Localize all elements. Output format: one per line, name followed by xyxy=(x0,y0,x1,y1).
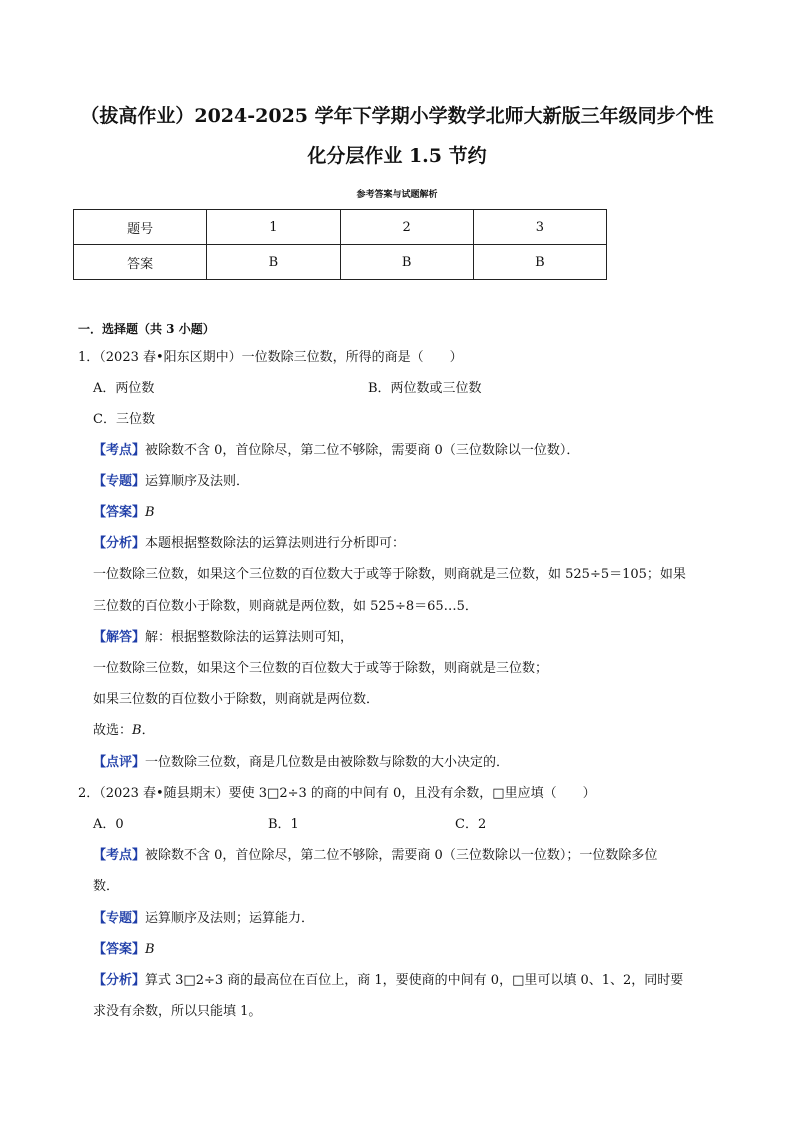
final-choice-answer: B xyxy=(132,723,142,738)
question-1-kaodian xyxy=(93,442,579,460)
question-2-kaodian-line-2: 数． xyxy=(93,879,120,894)
question-1-jieda-line-3: 如果三位数的百位数小于除数，则商就是两位数． xyxy=(93,692,380,707)
table-cell: B xyxy=(473,245,606,280)
question-1-jieda-line-2: 一位数除三位数，如果这个三位数的百位数大于或等于除数，则商就是三位数； xyxy=(93,661,549,676)
fenxi-tag: 【分析】 xyxy=(93,536,146,551)
question-2-daan xyxy=(93,941,155,959)
question-1-stem: 1．（2023 春•阳东区期中）一位数除三位数，所得的商是（ ） xyxy=(78,350,463,365)
document-subtitle: 参考答案与试题解析 xyxy=(356,190,438,200)
table-cell: 1 xyxy=(207,210,340,245)
question-1-option-c: C．三位数 xyxy=(93,412,155,427)
question-1-fenxi-line-3: 三位数的百位数小于除数，则商就是两位数，如 525÷8＝65…5． xyxy=(93,599,478,614)
table-cell: 2 xyxy=(340,210,473,245)
daan-text: B xyxy=(145,505,155,520)
question-2-stem: 2．（2023 春•随县期末）要使 3□2÷3 的商的中间有 0，且没有余数，□里应填（ ） xyxy=(78,786,596,801)
answer-table xyxy=(73,209,607,280)
table-cell: 3 xyxy=(473,210,606,245)
question-1-dianping xyxy=(93,754,509,772)
fenxi-text: 本题根据整数除法的运算法则进行分析即可： xyxy=(145,536,406,551)
table-cell: B xyxy=(340,245,473,280)
question-2-option-b: B．1 xyxy=(268,817,299,832)
question-1-fenxi xyxy=(93,535,405,553)
dianping-text: 一位数除三位数，商是几位数是由被除数与除数的大小决定的． xyxy=(145,755,510,770)
kaodian-tag: 【考点】 xyxy=(93,443,146,458)
question-2-kaodian xyxy=(93,847,657,865)
daan-text: B xyxy=(145,942,155,957)
question-1-option-a: A．两位数 xyxy=(93,381,155,396)
question-1-fenxi-line-2: 一位数除三位数，如果这个三位数的百位数大于或等于除数，则商就是三位数，如 525÷5＝105；如果 xyxy=(93,567,686,582)
fenxi-text: 算式 3□2÷3 商的最高位在百位上，商 1，要使商的中间有 0，□里可以填 0、1、2，同时要 xyxy=(145,973,684,988)
daan-tag: 【答案】 xyxy=(93,505,146,520)
jieda-tag: 【解答】 xyxy=(93,630,146,645)
kaodian-text: 被除数不含 0，首位除尽，第二位不够除，需要商 0（三位数除以一位数）． xyxy=(145,443,580,458)
question-2-zhuanti xyxy=(93,910,314,928)
section-heading: 一．选择题（共 3 小题） xyxy=(78,322,215,336)
fenxi-tag: 【分析】 xyxy=(93,973,146,988)
dianping-tag: 【点评】 xyxy=(93,755,146,770)
final-choice-suffix: ． xyxy=(141,723,155,738)
final-choice-prefix: 故选： xyxy=(93,723,133,738)
zhuanti-text: 运算顺序及法则；运算能力． xyxy=(145,911,315,926)
question-2-fenxi-line-2: 求没有余数，所以只能填 1。 xyxy=(93,1004,262,1019)
table-cell: 题号 xyxy=(74,210,207,245)
question-1-zhuanti xyxy=(93,473,249,491)
question-1-jieda xyxy=(93,629,353,647)
jieda-text: 解：根据整数除法的运算法则可知， xyxy=(145,630,354,645)
document-title-line-2: 化分层作业 1.5 节约 xyxy=(307,145,487,167)
table-row xyxy=(74,245,607,280)
zhuanti-tag: 【专题】 xyxy=(93,911,146,926)
daan-tag: 【答案】 xyxy=(93,942,146,957)
zhuanti-tag: 【专题】 xyxy=(93,474,146,489)
table-row xyxy=(74,210,607,245)
question-2-option-c: C．2 xyxy=(455,817,487,832)
document-title-line-1: （拔高作业）2024-2025 学年下学期小学数学北师大新版三年级同步个性 xyxy=(80,105,714,127)
question-2-option-a: A．0 xyxy=(93,817,124,832)
table-cell: B xyxy=(207,245,340,280)
question-2-fenxi xyxy=(93,972,683,990)
question-1-option-b: B．两位数或三位数 xyxy=(368,381,482,396)
question-1-daan xyxy=(93,504,155,522)
kaodian-text: 被除数不含 0，首位除尽，第二位不够除，需要商 0（三位数除以一位数）；一位数除多位 xyxy=(145,848,658,863)
question-1-final-choice xyxy=(93,722,155,740)
kaodian-tag: 【考点】 xyxy=(93,848,146,863)
table-cell: 答案 xyxy=(74,245,207,280)
zhuanti-text: 运算顺序及法则． xyxy=(145,474,250,489)
